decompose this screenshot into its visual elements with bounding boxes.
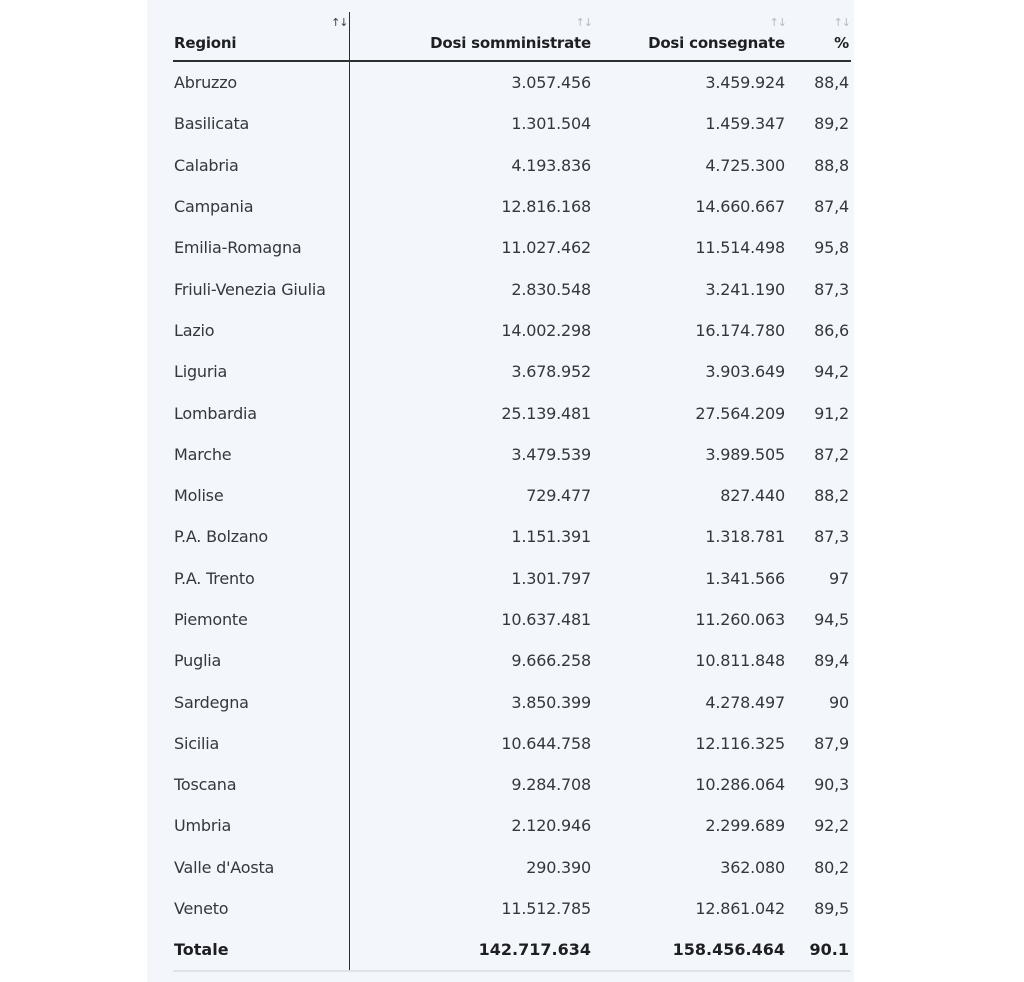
percent-cell: 88,8: [814, 155, 849, 175]
administered-doses-cell: 290.390: [526, 857, 591, 877]
percent-cell: 87,3: [814, 527, 849, 547]
total-delivered: 158.456.464: [593, 929, 787, 971]
administered-doses-cell: 9.284.708: [511, 775, 591, 795]
region-cell: Lombardia: [173, 392, 349, 433]
administered-doses-cell: 10.637.481: [501, 610, 591, 629]
table-row: [173, 227, 851, 268]
administered-doses-cell: 11.512.785: [501, 899, 591, 919]
region-cell: Abruzzo: [173, 61, 349, 103]
region-cell: Molise: [173, 475, 349, 516]
administered-doses-cell: 3.057.456: [511, 73, 591, 93]
administered-doses-cell: 4.193.836: [511, 155, 591, 175]
region-cell: Lazio: [173, 310, 349, 351]
percent-cell: 95,8: [814, 238, 849, 258]
delivered-doses-cell: 3.241.190: [705, 279, 785, 299]
region-cell: P.A. Bolzano: [173, 516, 349, 557]
region-cell: Campania: [173, 186, 349, 227]
sort-arrows-icon[interactable]: ↑↓: [769, 16, 786, 29]
region-cell: Valle d'Aosta: [173, 847, 349, 888]
percent-cell: 88,2: [814, 486, 849, 506]
table-row: [173, 61, 851, 103]
region-cell: Umbria: [173, 805, 349, 846]
region-cell: P.A. Trento: [173, 558, 349, 599]
administered-doses-cell: 3.479.539: [511, 444, 591, 464]
region-cell: Basilicata: [173, 103, 349, 144]
table-row: [173, 475, 851, 516]
percent-cell: 91,2: [814, 403, 849, 423]
region-cell: Puglia: [173, 640, 349, 681]
region-cell: Liguria: [173, 351, 349, 392]
percent-cell: 87,4: [814, 197, 849, 217]
percent-cell: 86,6: [814, 320, 849, 340]
percent-cell: 80,2: [814, 857, 849, 877]
administered-doses-cell: 14.002.298: [501, 320, 591, 340]
percent-cell: 90,3: [814, 775, 849, 795]
delivered-doses-cell: 827.440: [720, 486, 785, 506]
administered-doses-cell: 10.644.758: [501, 733, 591, 753]
administered-doses-cell: 1.301.797: [511, 568, 591, 588]
delivered-doses-cell: 10.286.064: [695, 775, 785, 795]
table-row: [173, 681, 851, 722]
percent-cell: 97: [829, 568, 849, 588]
administered-doses-cell: 11.027.462: [501, 238, 591, 258]
delivered-doses-cell: 1.341.566: [705, 568, 785, 588]
total-administered: 142.717.634: [349, 929, 593, 971]
region-cell: Friuli-Venezia Giulia: [173, 268, 349, 309]
table-row: [173, 599, 851, 640]
percent-cell: 92,2: [814, 816, 849, 836]
table-row: [173, 888, 851, 929]
percent-cell: 87,3: [814, 279, 849, 299]
administered-doses-cell: 2.830.548: [511, 279, 591, 299]
column-header-label: Dosi consegnate: [648, 34, 785, 52]
percent-cell: 89,4: [814, 651, 849, 671]
delivered-doses-cell: 11.260.063: [695, 610, 785, 629]
table-row: [173, 558, 851, 599]
table-row: [173, 103, 851, 144]
percent-cell: 88,4: [814, 73, 849, 93]
administered-doses-cell: 9.666.258: [511, 651, 591, 671]
administered-doses-cell: 25.139.481: [501, 403, 591, 423]
table-body: [173, 61, 851, 929]
sort-arrows-icon[interactable]: ↑↓: [575, 16, 592, 29]
column-header-label: Dosi somministrate: [430, 34, 591, 52]
table-header-row: [173, 12, 851, 61]
percent-cell: 87,2: [814, 444, 849, 464]
region-cell: Veneto: [173, 888, 349, 929]
table-row: [173, 764, 851, 805]
region-cell: Piemonte: [173, 599, 349, 640]
administered-doses-cell: 2.120.946: [511, 816, 591, 836]
table-row: [173, 268, 851, 309]
delivered-doses-cell: 14.660.667: [695, 197, 785, 217]
table-row: [173, 434, 851, 475]
delivered-doses-cell: 12.116.325: [695, 733, 785, 753]
delivered-doses-cell: 10.811.848: [695, 651, 785, 671]
sort-arrows-icon[interactable]: ↑↓: [833, 16, 850, 29]
table-row: [173, 723, 851, 764]
column-header-label: Regioni: [174, 34, 237, 52]
table-row: [173, 847, 851, 888]
delivered-doses-cell: 3.903.649: [705, 362, 785, 382]
column-header-delivered-doses[interactable]: [593, 12, 787, 61]
table-row: [173, 805, 851, 846]
delivered-doses-cell: 3.989.505: [705, 444, 785, 464]
vaccination-table: [173, 12, 851, 972]
region-cell: Calabria: [173, 145, 349, 186]
administered-doses-cell: 3.678.952: [511, 362, 591, 382]
table-row: [173, 310, 851, 351]
percent-cell: 90: [829, 692, 849, 712]
column-header-regions[interactable]: [173, 12, 349, 61]
delivered-doses-cell: 16.174.780: [695, 320, 785, 340]
administered-doses-cell: 1.301.504: [511, 114, 591, 134]
column-header-label: %: [834, 34, 849, 52]
column-header-administered-doses[interactable]: [349, 12, 593, 61]
table-row: [173, 516, 851, 557]
table-row: [173, 145, 851, 186]
table-row: [173, 392, 851, 433]
delivered-doses-cell: 3.459.924: [705, 73, 785, 93]
table-panel: [147, 0, 854, 982]
region-cell: Sardegna: [173, 681, 349, 722]
region-cell: Toscana: [173, 764, 349, 805]
administered-doses-cell: 3.850.399: [511, 692, 591, 712]
percent-cell: 89,2: [814, 114, 849, 134]
sort-arrows-icon[interactable]: ↑↓: [331, 16, 348, 29]
administered-doses-cell: 12.816.168: [501, 197, 591, 217]
percent-cell: 94,2: [814, 362, 849, 382]
delivered-doses-cell: 362.080: [720, 857, 785, 877]
delivered-doses-cell: 12.861.042: [695, 899, 785, 919]
administered-doses-cell: 1.151.391: [511, 527, 591, 547]
total-percent: 90.1: [787, 929, 851, 971]
percent-cell: 87,9: [814, 733, 849, 753]
table-total-row: [173, 929, 851, 971]
delivered-doses-cell: 11.514.498: [695, 238, 785, 258]
region-cell: Emilia-Romagna: [173, 227, 349, 268]
delivered-doses-cell: 2.299.689: [705, 816, 785, 836]
delivered-doses-cell: 27.564.209: [695, 403, 785, 423]
table-row: [173, 351, 851, 392]
delivered-doses-cell: 4.725.300: [705, 155, 785, 175]
region-cell: Marche: [173, 434, 349, 475]
delivered-doses-cell: 1.459.347: [705, 114, 785, 134]
total-label: Totale: [173, 929, 349, 971]
column-header-percent[interactable]: [787, 12, 851, 61]
region-cell: Sicilia: [173, 723, 349, 764]
table-row: [173, 640, 851, 681]
table-row: [173, 186, 851, 227]
percent-cell: 89,5: [814, 899, 849, 919]
delivered-doses-cell: 1.318.781: [705, 527, 785, 547]
percent-cell: 94,5: [814, 610, 849, 629]
delivered-doses-cell: 4.278.497: [705, 692, 785, 712]
administered-doses-cell: 729.477: [526, 486, 591, 506]
